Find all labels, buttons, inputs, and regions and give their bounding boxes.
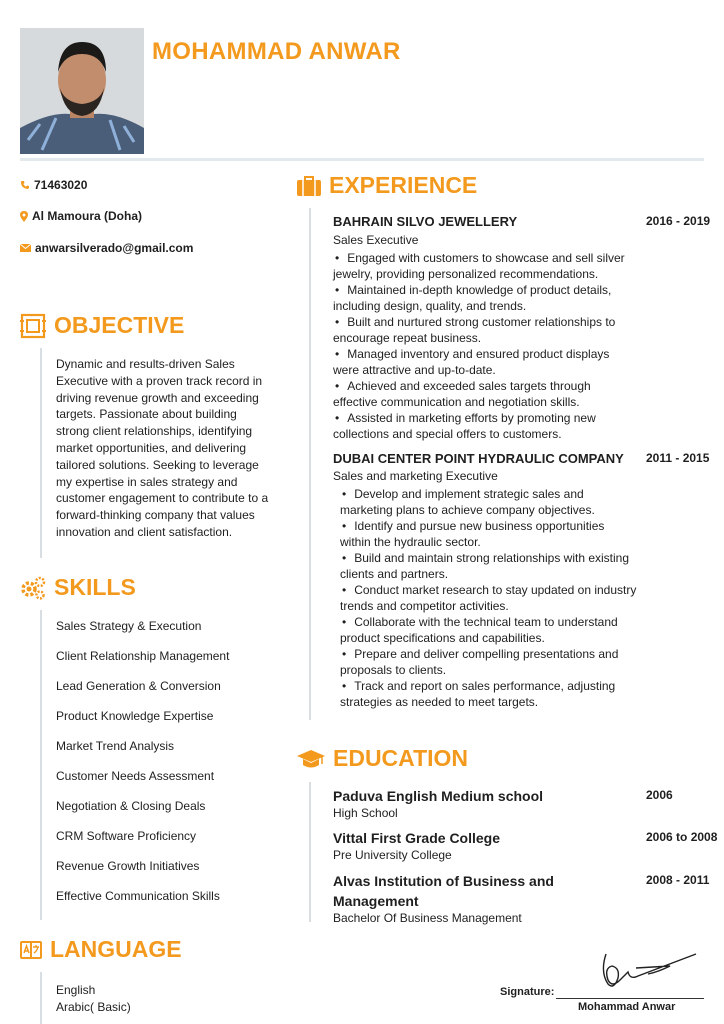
bullet-item: • Maintained in-depth knowledge of product details, including design, quality, and trends. — [333, 282, 638, 314]
education-years: 2006 — [646, 788, 673, 802]
language-heading-text: LANGUAGE — [50, 936, 182, 962]
job-role: Sales and marketing Executive — [333, 469, 498, 483]
degree-name: High School — [333, 806, 398, 820]
job-company: DUBAI CENTER POINT HYDRAULIC COMPANY — [333, 451, 624, 466]
signature-name: Mohammad Anwar — [578, 1001, 676, 1013]
signature-line — [556, 998, 704, 999]
briefcase-icon — [297, 175, 321, 197]
experience-heading — [297, 172, 477, 199]
bullet-item: • Managed inventory and ensured product displays were attractive and up-to-date. — [333, 346, 638, 378]
contact-phone — [20, 178, 87, 192]
signature-image — [598, 950, 702, 994]
skills-heading-text: SKILLS — [54, 574, 136, 600]
skill-item: CRM Software Proficiency — [56, 829, 197, 843]
bullet-item: • Track and report on sales performance, adjusting strategies as needed to meet targets. — [340, 678, 638, 710]
education-years: 2008 - 2011 — [646, 873, 710, 887]
education-entry — [333, 871, 583, 925]
job-years: 2016 - 2019 — [646, 214, 711, 228]
objective-heading — [20, 312, 184, 339]
education-heading-text: EDUCATION — [333, 745, 469, 771]
bullet-item: • Prepare and deliver compelling presentations and proposals to clients. — [340, 646, 638, 678]
bullet-item: • Achieved and exceeded sales targets through effective communication and negotiation skills. — [333, 378, 638, 410]
graduation-cap-icon — [297, 748, 325, 770]
skills-line — [40, 610, 42, 920]
skill-item: Product Knowledge Expertise — [56, 709, 214, 723]
language-book-icon — [20, 939, 42, 961]
job-bullets — [340, 486, 638, 710]
skill-item: Sales Strategy & Execution — [56, 619, 202, 633]
email-address[interactable]: anwarsilverado@gmail.com — [35, 241, 194, 255]
school-name: Vittal First Grade College — [333, 830, 501, 846]
bullet-item: • Identify and pursue new business opportunities within the hydraulic sector. — [340, 518, 638, 550]
signature-label: Signature: — [500, 986, 555, 998]
school-name: Paduva English Medium school — [333, 788, 544, 804]
degree-name: Bachelor Of Business Management — [333, 911, 522, 925]
skills-heading — [20, 574, 136, 601]
header-divider — [20, 158, 704, 161]
target-frame-icon — [20, 313, 46, 339]
contact-location — [20, 209, 142, 223]
objective-line — [40, 348, 42, 558]
language-heading — [20, 936, 182, 963]
school-name: Alvas Institution of Business and Management — [333, 873, 554, 909]
bullet-item: • Engaged with customers to showcase and sell silver jewelry, providing personalized recommendations. — [333, 250, 638, 282]
bullet-item: • Conduct market research to stay updated on industry trends and competitor activities. — [340, 582, 638, 614]
language-line — [40, 972, 42, 1024]
skill-item: Negotiation & Closing Deals — [56, 799, 206, 813]
phone-icon — [20, 180, 30, 190]
phone-number: 71463020 — [34, 178, 88, 192]
education-line — [309, 782, 311, 922]
bullet-item: • Develop and implement strategic sales and marketing plans to achieve company objectives. — [340, 486, 638, 518]
location-text: Al Mamoura (Doha) — [32, 209, 143, 223]
language-list — [56, 982, 131, 1016]
candidate-name: MOHAMMAD ANWAR — [152, 38, 401, 65]
skill-item: Client Relationship Management — [56, 649, 230, 663]
language-item: English — [56, 983, 96, 997]
skills-list — [56, 618, 229, 918]
education-heading — [297, 745, 468, 772]
envelope-icon — [20, 244, 31, 252]
experience-line — [309, 208, 311, 720]
skill-item: Customer Needs Assessment — [56, 769, 215, 783]
education-entry — [333, 828, 633, 862]
education-entry — [333, 786, 633, 820]
education-years: 2006 to 2008 — [646, 830, 718, 844]
contact-email[interactable] — [20, 241, 193, 255]
skill-item: Lead Generation & Conversion — [56, 679, 221, 693]
objective-text: Dynamic and results-driven Sales Executive with a proven track record in driving revenue growth and exceeding targets. Passionate about building strong client relationships, identifying market opportunities, and delivering tailored solutions. Seeking to leverage my expertise in sales strategy and customer engagement to contribute to a forward-thinking company that values innovation and client satisfaction. — [56, 357, 269, 539]
map-pin-icon — [20, 211, 28, 222]
skill-item: Revenue Growth Initiatives — [56, 859, 200, 873]
bullet-item: • Assisted in marketing efforts by promoting new collections and special offers to customers. — [333, 410, 638, 442]
job-role: Sales Executive — [333, 233, 419, 247]
language-item: Arabic( Basic) — [56, 1000, 131, 1014]
objective-heading-text: OBJECTIVE — [54, 312, 185, 338]
gears-icon — [20, 576, 46, 600]
bullet-item: • Built and nurtured strong customer relationships to encourage repeat business. — [333, 314, 638, 346]
experience-heading-text: EXPERIENCE — [329, 172, 478, 198]
skill-item: Market Trend Analysis — [56, 739, 175, 753]
profile-photo — [20, 28, 144, 154]
bullet-item: • Build and maintain strong relationships with existing clients and partners. — [340, 550, 638, 582]
bullet-item: • Collaborate with the technical team to understand product specifications and capabilities. — [340, 614, 638, 646]
job-company: BAHRAIN SILVO JEWELLERY — [333, 214, 518, 229]
degree-name: Pre University College — [333, 848, 452, 862]
job-years: 2011 - 2015 — [646, 451, 710, 465]
skill-item: Effective Communication Skills — [56, 889, 220, 903]
job-bullets — [333, 250, 638, 442]
